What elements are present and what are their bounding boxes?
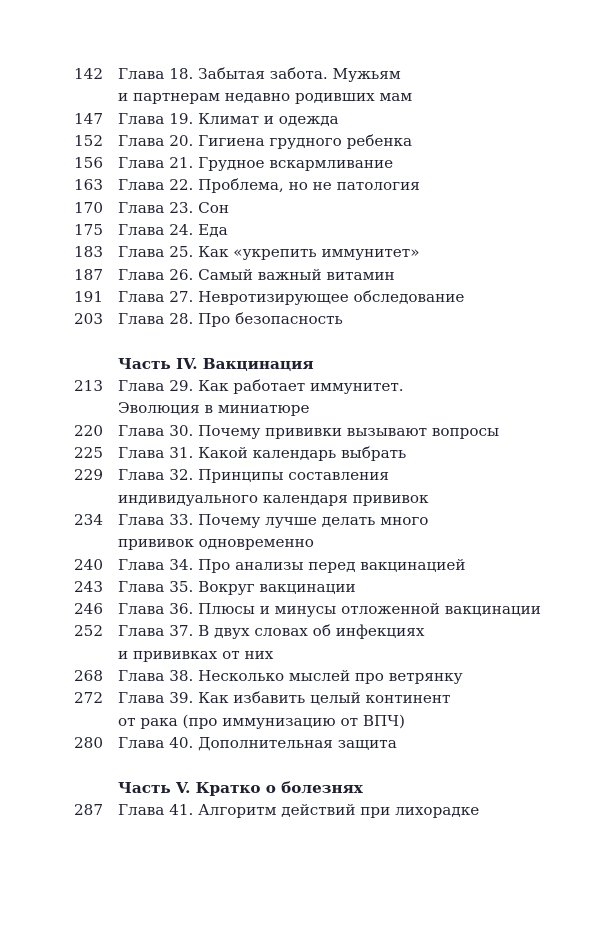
chapter-title: Глава 29. Как работает иммунитет. Эволюция в миниатюре [118, 377, 404, 418]
page-number: 280 [74, 733, 103, 752]
toc-entry [74, 442, 574, 464]
toc-entry [74, 598, 574, 620]
chapter-title: Глава 41. Алгоритм действий при лихорадке [118, 800, 480, 819]
page-number: 147 [74, 109, 103, 128]
chapter-title: Глава 26. Самый важный витамин [118, 265, 395, 284]
chapter-title: Глава 20. Гигиена грудного ребенка [118, 131, 413, 150]
toc-entry [74, 308, 574, 330]
chapter-title: Глава 36. Плюсы и минусы отложенной вакцинации [118, 600, 541, 619]
toc-entry [74, 687, 574, 732]
toc-entry [74, 197, 574, 219]
page-number: 225 [74, 444, 103, 463]
toc-entry [74, 174, 574, 196]
chapter-title: Глава 35. Вокруг вакцинации [118, 577, 356, 596]
toc-entry [74, 63, 574, 108]
toc-entry [74, 554, 574, 576]
toc-entry [74, 665, 574, 687]
toc-entry [74, 732, 574, 754]
toc-entry [74, 152, 574, 174]
page-number: 252 [74, 622, 103, 641]
chapter-title: Глава 27. Невротизирующее обследование [118, 287, 465, 306]
chapter-title: Глава 30. Почему прививки вызывают вопросы [118, 421, 500, 440]
page-number: 240 [74, 555, 103, 574]
toc-entry [74, 219, 574, 241]
page-number: 142 [74, 65, 103, 83]
toc-entry [74, 576, 574, 598]
page-number: 156 [74, 154, 103, 173]
toc-entry [74, 108, 574, 130]
chapter-title: Глава 22. Проблема, но не патология [118, 176, 420, 195]
chapter-title: Глава 39. Как избавить целый континент от рака (про иммунизацию от ВПЧ) [118, 689, 451, 730]
page-number: 287 [74, 800, 103, 819]
page-number: 220 [74, 421, 103, 440]
page-number: 268 [74, 667, 103, 686]
page-number: 213 [74, 377, 103, 396]
page-number: 163 [74, 176, 103, 195]
page-number: 191 [74, 287, 103, 306]
page-number: 152 [74, 131, 103, 150]
part-heading: Часть IV. Вакцинация [118, 354, 314, 373]
toc-entry [74, 509, 574, 554]
page-number: 272 [74, 689, 103, 708]
page-number: 187 [74, 265, 103, 284]
chapter-title: Глава 19. Климат и одежда [118, 109, 339, 128]
section-spacer [74, 754, 574, 776]
page-number: 170 [74, 198, 103, 217]
chapter-title: Глава 25. Как «укрепить иммунитет» [118, 243, 420, 262]
toc-entry [74, 130, 574, 152]
toc-entry [74, 264, 574, 286]
chapter-title: Глава 24. Еда [118, 221, 228, 240]
page-number: 246 [74, 600, 103, 619]
chapter-title: Глава 40. Дополнительная защита [118, 733, 397, 752]
chapter-title: Глава 33. Почему лучше делать много прививок одновременно [118, 510, 429, 552]
page-number: 175 [74, 221, 103, 240]
chapter-title: Глава 38. Несколько мыслей про ветрянку [118, 667, 463, 686]
toc-entry [74, 286, 574, 308]
chapter-title: Глава 18. Забытая забота. Мужьям и партнерам недавно родивших мам [118, 65, 413, 106]
toc-entry [74, 241, 574, 263]
chapter-title: Глава 28. Про безопасность [118, 310, 343, 329]
chapter-title: Глава 32. Принципы составления индивидуального календаря прививок [118, 466, 429, 507]
chapter-title: Глава 31. Какой календарь выбрать [118, 444, 407, 463]
chapter-title: Глава 23. Сон [118, 198, 230, 217]
page-number: 229 [74, 466, 103, 485]
section-spacer [74, 331, 574, 353]
page-number: 243 [74, 577, 103, 596]
page-number: 183 [74, 243, 103, 262]
chapter-title: Глава 37. В двух словах об инфекциях и прививках от них [118, 622, 425, 663]
chapter-title: Глава 34. Про анализы перед вакцинацией [118, 555, 466, 574]
table-of-contents [74, 63, 574, 821]
chapter-title: Глава 21. Грудное вскармливание [118, 154, 394, 173]
toc-entry [74, 375, 574, 420]
toc-entry [74, 464, 574, 509]
toc-entry [74, 799, 574, 821]
toc-entry [74, 620, 574, 665]
page-number: 203 [74, 310, 103, 329]
toc-entry [74, 420, 574, 442]
part-heading: Часть V. Кратко о болезнях [118, 778, 363, 797]
page-number: 234 [74, 510, 103, 529]
